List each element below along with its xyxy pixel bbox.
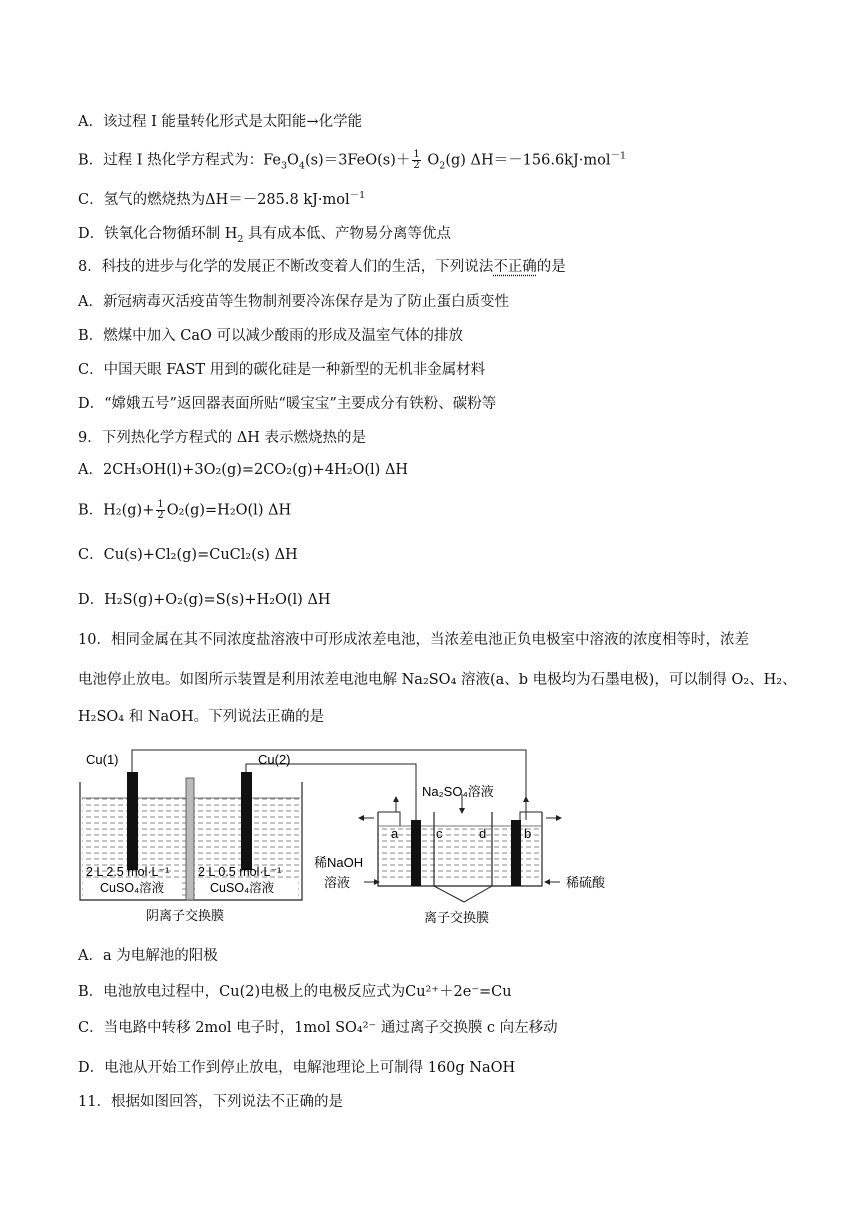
q10-stem-line3: H₂SO₄ 和 NaOH。下列说法正确的是 <box>78 709 325 725</box>
label-d: d <box>479 826 487 841</box>
q10-stem-line2: 电池停止放电。如图所示装置是利用浓差电池电解 Na₂SO₄ 溶液(a、b 电极均为石墨电极)，可以制得 O₂、H₂、 <box>78 672 797 688</box>
q10-option-a: A．a 为电解池的阳极 <box>78 948 218 964</box>
cu2-label: Cu(2) <box>258 752 291 767</box>
label-b: b <box>524 826 532 841</box>
na2so4-label: Na₂SO₄溶液 <box>422 784 494 799</box>
label-c: c <box>436 826 443 841</box>
q8-option-c: C．中国天眼 FAST 用到的碳化硅是一种新型的无机非金属材料 <box>78 362 486 378</box>
label-a: a <box>391 826 399 841</box>
left-solution-name: CuSO₄溶液 <box>100 881 165 895</box>
q9-option-c: C．Cu(s)+Cl₂(g)=CuCl₂(s) ΔH <box>78 547 298 563</box>
q9-option-d: D．H₂S(g)+O₂(g)=S(s)+H₂O(l) ΔH <box>78 592 331 608</box>
q9-option-a: A．2CH₃OH(l)+3O₂(g)=2CO₂(g)+4H₂O(l) ΔH <box>78 462 409 478</box>
q8-stem: 8．科技的进步与化学的发展正不断改变着人们的生活，下列说法不正确的是 <box>78 259 566 275</box>
q7-option-a: A．该过程 I 能量转化形式是太阳能→化学能 <box>78 114 363 130</box>
h2so4-label: 稀硫酸 <box>566 875 606 890</box>
fraction: $\frac{1}{2}$ <box>157 499 164 521</box>
q8-option-a: A．新冠病毒灭活疫苗等生物制剂要冷冻保存是为了防止蛋白质变性 <box>78 294 509 310</box>
q7-option-d: D．铁氧化合物循环制 $H_2$ 具有成本低、产物易分离等优点 <box>78 226 452 245</box>
electrode-b <box>511 820 521 886</box>
q8-option-b: B．燃煤中加入 CaO 可以减少酸雨的形成及温室气体的排放 <box>78 328 463 344</box>
q10-option-b: B．电池放电过程中，Cu(2)电极上的电极反应式为Cu²⁺＋2e⁻=Cu <box>78 984 512 1000</box>
right-solution-label: 2 L 0.5 mol·L⁻¹ <box>198 865 282 879</box>
q10-stem-line1: 10．相同金属在其不同浓度盐溶液中可形成浓差电池，当浓差电池正负电极室中溶液的浓度相等时，浓差 <box>78 632 749 648</box>
q7-option-b: B．过程 I 热化学方程式为：$Fe_3O_4(s)=3FeO(s)+$ $\frac{1}{2}$ $O_2(g)$ ΔH＝－156.6kJ·mol$^{-1}$ <box>78 149 627 172</box>
electrochemistry-diagram <box>78 742 638 932</box>
q9-option-b: B．H₂(g)+ $\frac{1}{2}$ O₂(g)=H₂O(l) ΔH <box>78 499 292 521</box>
q7-option-c: C．氢气的燃烧热为ΔH＝－285.8 kJ·mol$^{-1}$ <box>78 190 366 208</box>
ion-membrane-label: 离子交换膜 <box>424 910 490 925</box>
cu1-electrode <box>127 772 138 870</box>
anion-membrane-label: 阴离子交换膜 <box>146 908 225 923</box>
naoh-label-2: 溶液 <box>324 875 351 890</box>
q9-stem: 9．下列热化学方程式的 ΔH 表示燃烧热的是 <box>78 430 367 446</box>
q10-option-d: D．电池从开始工作到停止放电，电解池理论上可制得 160g NaOH <box>78 1060 516 1076</box>
electrode-a <box>411 820 421 886</box>
cu2-electrode <box>241 772 252 870</box>
q8-option-d: D．“嫦娥五号”返回器表面所贴“暖宝宝”主要成分有铁粉、碳粉等 <box>78 396 497 412</box>
naoh-label: 稀NaOH <box>314 855 364 870</box>
q10-option-c: C．当电路中转移 2mol 电子时，1mol SO₄²⁻ 通过离子交换膜 c 向左移动 <box>78 1020 558 1036</box>
right-solution-name: CuSO₄溶液 <box>210 881 275 895</box>
fraction: $\frac{1}{2}$ <box>413 149 420 171</box>
left-solution-label: 2 L 2.5 mol·L⁻¹ <box>86 865 170 879</box>
anion-exchange-membrane <box>186 778 194 900</box>
cu1-label: Cu(1) <box>86 752 119 767</box>
q11-stem: 11．根据如图回答，下列说法不正确的是 <box>78 1094 343 1110</box>
